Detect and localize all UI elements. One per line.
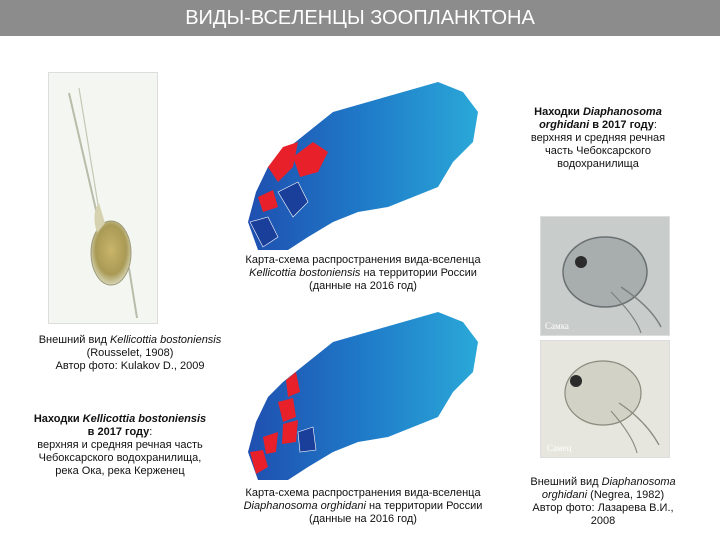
russia-map-kellicottia	[238, 72, 482, 250]
diaphanosoma-photo-caption: Внешний вид Diaphanosoma orghidani (Negrea, 1982) Автор фото: Лазарева В.И., 2008	[530, 476, 676, 527]
map-kellicottia-caption: Карта-схема распространения вида-вселенца Kellicottia bostoniensis на территории России (данные на 2016 год)	[245, 254, 481, 292]
page-title: ВИДЫ-ВСЕЛЕНЦЫ ЗООПЛАНКТОНА	[0, 0, 720, 36]
kellicottia-illustration	[49, 73, 157, 323]
female-label: Самка	[545, 321, 569, 331]
diaphanosoma-male-photo	[540, 340, 670, 458]
male-label: Самец	[547, 443, 572, 453]
diaphanosoma-finds-text: Находки Diaphanosoma orghidani в 2017 году: верхняя и средняя речная часть Чебоксарского водохранилища	[530, 106, 666, 170]
diaphanosoma-male-illustration	[541, 341, 669, 457]
map-diaphanosoma-caption: Карта-схема распространения вида-вселенца Diaphanosoma orghidani на территории России (данные на 2016 год)	[243, 487, 483, 525]
kellicottia-photo-caption: Внешний вид Kellicottia bostoniensis (Rousselet, 1908) Автор фото: Kulakov D., 2009	[38, 334, 222, 372]
russia-map-diaphanosoma	[238, 302, 482, 480]
diaphanosoma-female-illustration	[541, 217, 669, 335]
diaphanosoma-female-photo	[540, 216, 670, 336]
map-diaphanosoma	[238, 302, 482, 480]
map-kellicottia	[238, 72, 482, 250]
kellicottia-photo	[48, 72, 158, 324]
kellicottia-finds: Находки Kellicottia bostoniensis в 2017 году: верхняя и средняя речная часть Чебоксарского водохранилища, река Ока, река Керженец	[33, 413, 207, 477]
